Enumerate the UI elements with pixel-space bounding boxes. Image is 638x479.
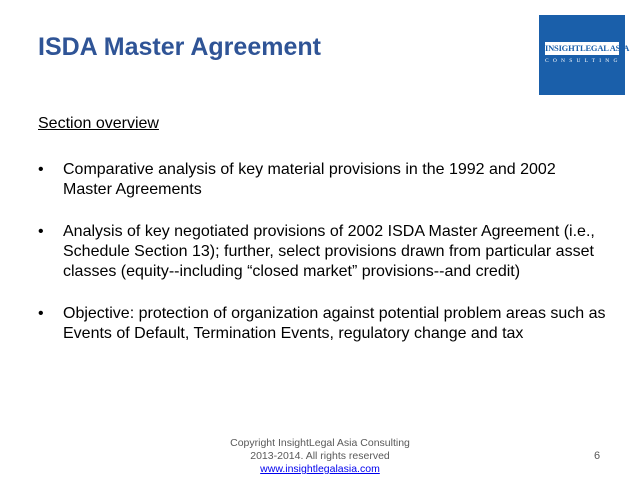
section-heading: Section overview xyxy=(38,115,159,132)
website-link[interactable]: www.insightlegalasia.com xyxy=(260,463,380,475)
bullet-item xyxy=(38,160,608,200)
footer xyxy=(220,437,420,476)
logo-tagline: CONSULTING xyxy=(545,58,622,64)
bullet-icon: • xyxy=(38,223,44,240)
page-number: 6 xyxy=(594,450,601,462)
logo-name: INSIGHTLEGAL ASIA xyxy=(545,43,630,53)
bullet-list xyxy=(38,160,608,366)
copyright-line-2: 2013-2014. All rights reserved xyxy=(250,450,390,462)
bullet-text: Objective: protection of organization against potential problem areas such as Events of Default, Termination Events, regulatory change and tax xyxy=(63,305,606,342)
bullet-text: Analysis of key negotiated provisions of 2002 ISDA Master Agreement (i.e., Schedule Section 13); further, select provisions drawn from particular asset classes (equity--including “closed market” provisions--and credit) xyxy=(63,223,595,280)
bullet-icon: • xyxy=(38,161,44,178)
bullet-item xyxy=(38,222,608,282)
bullet-text: Comparative analysis of key material provisions in the 1992 and 2002 Master Agreements xyxy=(63,161,556,198)
insightlegal-asia-logo xyxy=(539,15,630,95)
copyright-line-1: Copyright InsightLegal Asia Consulting xyxy=(230,437,410,449)
slide-title: ISDA Master Agreement xyxy=(38,33,321,61)
bullet-icon: • xyxy=(38,305,44,322)
bullet-item xyxy=(38,304,608,344)
